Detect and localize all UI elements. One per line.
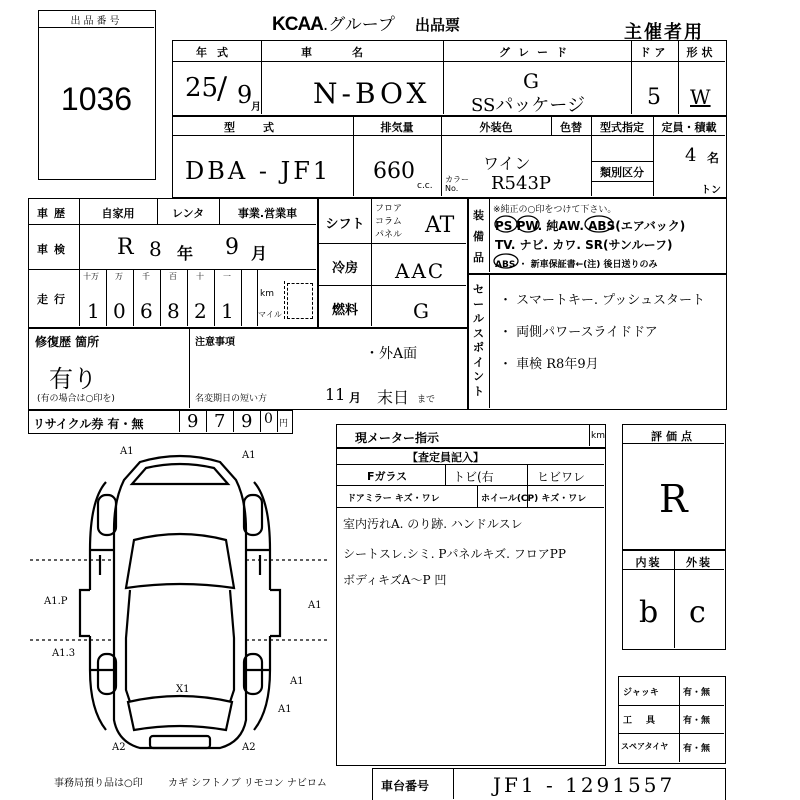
score-label: 評価点 — [651, 430, 696, 443]
grade-value-line1: G — [523, 69, 539, 93]
mileage-digit-2: 0 — [113, 299, 126, 323]
repair-note: (有の場合は○印を) — [37, 394, 115, 404]
type-designation-label: 型式指定 — [600, 121, 644, 134]
exterior-label: 外装 — [686, 556, 712, 569]
mileage-digit-6: 1 — [221, 299, 234, 323]
shift-value: AT — [425, 213, 455, 238]
inspection-label: 車検 — [37, 243, 71, 256]
sheet-title: 出品票 — [414, 16, 460, 34]
tool-kit-value: 有・無 — [683, 716, 711, 726]
damage-mark-1: A1 — [120, 446, 134, 457]
color-number-label: カラーNo. — [445, 175, 469, 193]
cc-unit: c.c. — [417, 181, 433, 191]
sales-point-item-1: ・ スマートキー. プッシュスタート — [499, 293, 705, 308]
interior-label: 内装 — [635, 556, 662, 569]
repair-value: 有り — [49, 365, 97, 393]
exterior-color-label: 外装色 — [479, 121, 513, 134]
equipment-note: ※純正の○印をつけて下さい。 — [493, 205, 617, 215]
fglass-option-crack: ヒビワレ — [537, 470, 586, 484]
office-note: 事務局預り品は○印 — [54, 778, 143, 789]
month-unit: 月 — [251, 102, 261, 113]
recycle-digit-3: 9 — [241, 411, 253, 432]
category-label: 類別区分 — [600, 166, 644, 179]
vehicle-row-2 — [172, 116, 727, 198]
score-box — [622, 424, 726, 550]
capacity-label: 定員・積載 — [661, 121, 717, 134]
ac-value: AAC — [395, 259, 446, 283]
recycle-digit-2: 7 — [214, 411, 226, 432]
inspector-comment-1: 室内汚れA. のり跡. ハンドルスレ — [343, 517, 523, 531]
year-separator: / — [217, 71, 228, 106]
grade-value-line2: SSパッケージ — [471, 95, 585, 116]
name-change-label: 名変期日の短い方 — [195, 394, 268, 404]
name-change-month: 11 — [325, 385, 346, 404]
year-label: 年式 — [196, 46, 238, 59]
damage-mark-3: A1.P — [44, 596, 68, 607]
sales-point-item-2: ・ 両側パワースライドドア — [499, 325, 658, 340]
meter-unit: km — [591, 431, 605, 441]
wheel-label: ホイール(CP) キズ・ワレ — [481, 494, 587, 504]
mileage-digit-4: 8 — [167, 299, 180, 323]
mileage-unit-10k: 万 — [115, 272, 123, 281]
recycle-digit-4: 0 — [264, 411, 273, 427]
tool-kit-label: 工具 — [623, 716, 670, 726]
interior-value: b — [639, 595, 659, 630]
sales-point-label: セールスポイント — [473, 283, 484, 398]
score-value: R — [659, 477, 688, 521]
car-diagram — [20, 440, 340, 770]
fuel-label: 燃料 — [331, 303, 358, 318]
shift-label: シフト — [325, 217, 365, 232]
damage-mark-10: A2 — [242, 742, 256, 753]
meter-label: 現メーター指示 — [355, 431, 440, 445]
damage-mark-4: A1 — [308, 600, 322, 611]
interior-exterior-box — [622, 550, 726, 650]
recycle-label: リサイクル券 有・無 — [33, 417, 144, 431]
history-label: 車歴 — [37, 207, 71, 220]
inspection-year: 8 — [149, 237, 162, 261]
header-title — [272, 10, 460, 36]
name-change-month-unit: 月 — [349, 391, 362, 405]
inspector-comment-3: ボディキズA〜P 凹 — [343, 573, 447, 587]
lot-number-label: 出品番号 — [70, 16, 123, 27]
shape-label: 形状 — [686, 46, 717, 59]
mileage-unit-1: 一 — [223, 272, 231, 281]
notes-label: 注意事項 — [195, 337, 235, 348]
name-change-until: まで — [417, 395, 436, 405]
tool-jack-value: 有・無 — [683, 688, 711, 698]
mirror-label: ドアミラー キズ・ワレ — [347, 494, 440, 504]
car-name-value: N-BOX — [313, 77, 431, 110]
sales-point-item-3: ・ 車検 R8年9月 — [499, 357, 599, 372]
tool-spare-label: スペアタイヤ — [621, 742, 669, 751]
notes-value: ・外A面 — [365, 346, 418, 362]
history-option-business: 事業.営業車 — [237, 207, 298, 220]
tools-box — [618, 676, 726, 764]
brand-logo: KCAA — [272, 14, 323, 35]
recycle-digit-1: 9 — [187, 411, 199, 432]
color-value: ワイン — [483, 154, 531, 173]
equipment-box — [468, 198, 727, 274]
history-option-private: 自家用 — [101, 207, 135, 220]
sales-point-box — [468, 274, 727, 410]
shift-ac-fuel-grid — [318, 198, 468, 328]
displacement-value: 660 — [373, 159, 415, 184]
damage-mark-2: A1 — [242, 450, 256, 461]
history-grid — [28, 198, 318, 328]
lot-number-box — [38, 10, 156, 180]
mileage-box — [287, 283, 313, 319]
equipment-label: 装備品 — [473, 209, 484, 264]
month-value: 9 — [237, 81, 253, 109]
inspector-box — [336, 448, 606, 766]
damage-mark-7: X1 — [176, 684, 190, 695]
recycle-box — [28, 410, 293, 434]
damage-mark-8: A1 — [278, 704, 292, 715]
tool-jack-label: ジャッキ — [623, 688, 659, 698]
fglass-label: Fガラス — [367, 470, 408, 483]
displacement-label: 排気量 — [380, 121, 414, 134]
year-value: 25 — [185, 73, 219, 103]
mileage-unit-1k: 千 — [142, 272, 150, 281]
model-label: 型式 — [224, 121, 302, 134]
office-items: カギ シフトノブ リモコン ナビロム — [168, 778, 327, 789]
shift-option-column: コラム — [375, 217, 402, 227]
mileage-km-label: km — [260, 289, 274, 299]
organizer-label: 主催者用 — [624, 22, 704, 43]
inspection-month-unit: 月 — [251, 244, 268, 263]
vehicle-row-1 — [172, 40, 727, 116]
circle-marks — [469, 199, 728, 275]
equipment-line3: ABS ・ 新車保証書←(注) 後日送りのみ — [495, 260, 658, 270]
color-number-value: R543P — [491, 173, 552, 194]
mileage-digit-5: 2 — [194, 299, 207, 323]
repair-notes-box — [28, 328, 468, 410]
shift-option-floor: フロア — [375, 204, 403, 214]
inspection-year-unit: 年 — [177, 244, 194, 263]
inspection-month: 9 — [225, 235, 239, 260]
inspection-era: R — [117, 235, 134, 260]
shift-option-panel: パネル — [375, 230, 403, 240]
repair-label: 修復歴 箇所 — [35, 335, 100, 349]
mileage-unit-10: 十 — [196, 272, 204, 281]
mileage-digit-1: 1 — [87, 299, 100, 323]
ac-label: 冷房 — [331, 261, 358, 276]
mileage-mile-label: マイル — [258, 310, 282, 319]
doors-value: 5 — [647, 85, 661, 110]
damage-mark-5: A1.3 — [52, 648, 76, 659]
color-change-label: 色替 — [560, 121, 582, 134]
exterior-value: c — [689, 595, 706, 630]
capacity-unit: 名 — [707, 151, 720, 165]
name-change-end: 末日 — [377, 388, 410, 407]
grade-label: グレード — [499, 46, 575, 59]
recycle-unit: 円 — [279, 419, 289, 429]
doors-label: ドア — [639, 46, 670, 59]
fuel-value: G — [413, 299, 429, 323]
damage-mark-6: A1 — [290, 676, 304, 687]
inspector-comment-2: シートスレ.シミ. Pパネルキズ. フロアPP — [343, 547, 566, 561]
damage-mark-9: A2 — [112, 742, 126, 753]
history-option-rental: レンタ — [171, 207, 205, 220]
fglass-option-chip: トビ(右 — [453, 470, 494, 484]
capacity-value: 4 — [685, 145, 697, 166]
mileage-label: 走行 — [37, 293, 71, 306]
mileage-unit-100: 百 — [169, 272, 177, 281]
mileage-unit-100k: 十万 — [83, 272, 99, 281]
equipment-line1: PS PW. 純AW. ABS(エアバック) — [495, 219, 686, 233]
mileage-digit-3: 6 — [140, 299, 153, 323]
lot-number-value: 1036 — [60, 81, 133, 117]
car-name-label: 車名 — [301, 46, 403, 59]
tool-spare-value: 有・無 — [683, 744, 711, 754]
equipment-line2: TV. ナビ. カワ. SR(サンルーフ) — [495, 238, 673, 252]
inspector-title: 【査定員記入】 — [407, 451, 484, 464]
chassis-label: 車台番号 — [381, 779, 430, 793]
tons-unit: トン — [701, 185, 721, 196]
group-text: .グループ — [322, 15, 395, 35]
chassis-value: JF1 - 1291557 — [493, 773, 676, 797]
meter-box — [336, 424, 606, 448]
chassis-box — [372, 768, 726, 800]
shape-value: W — [690, 85, 711, 109]
model-value: DBA - JF1 — [185, 157, 332, 185]
